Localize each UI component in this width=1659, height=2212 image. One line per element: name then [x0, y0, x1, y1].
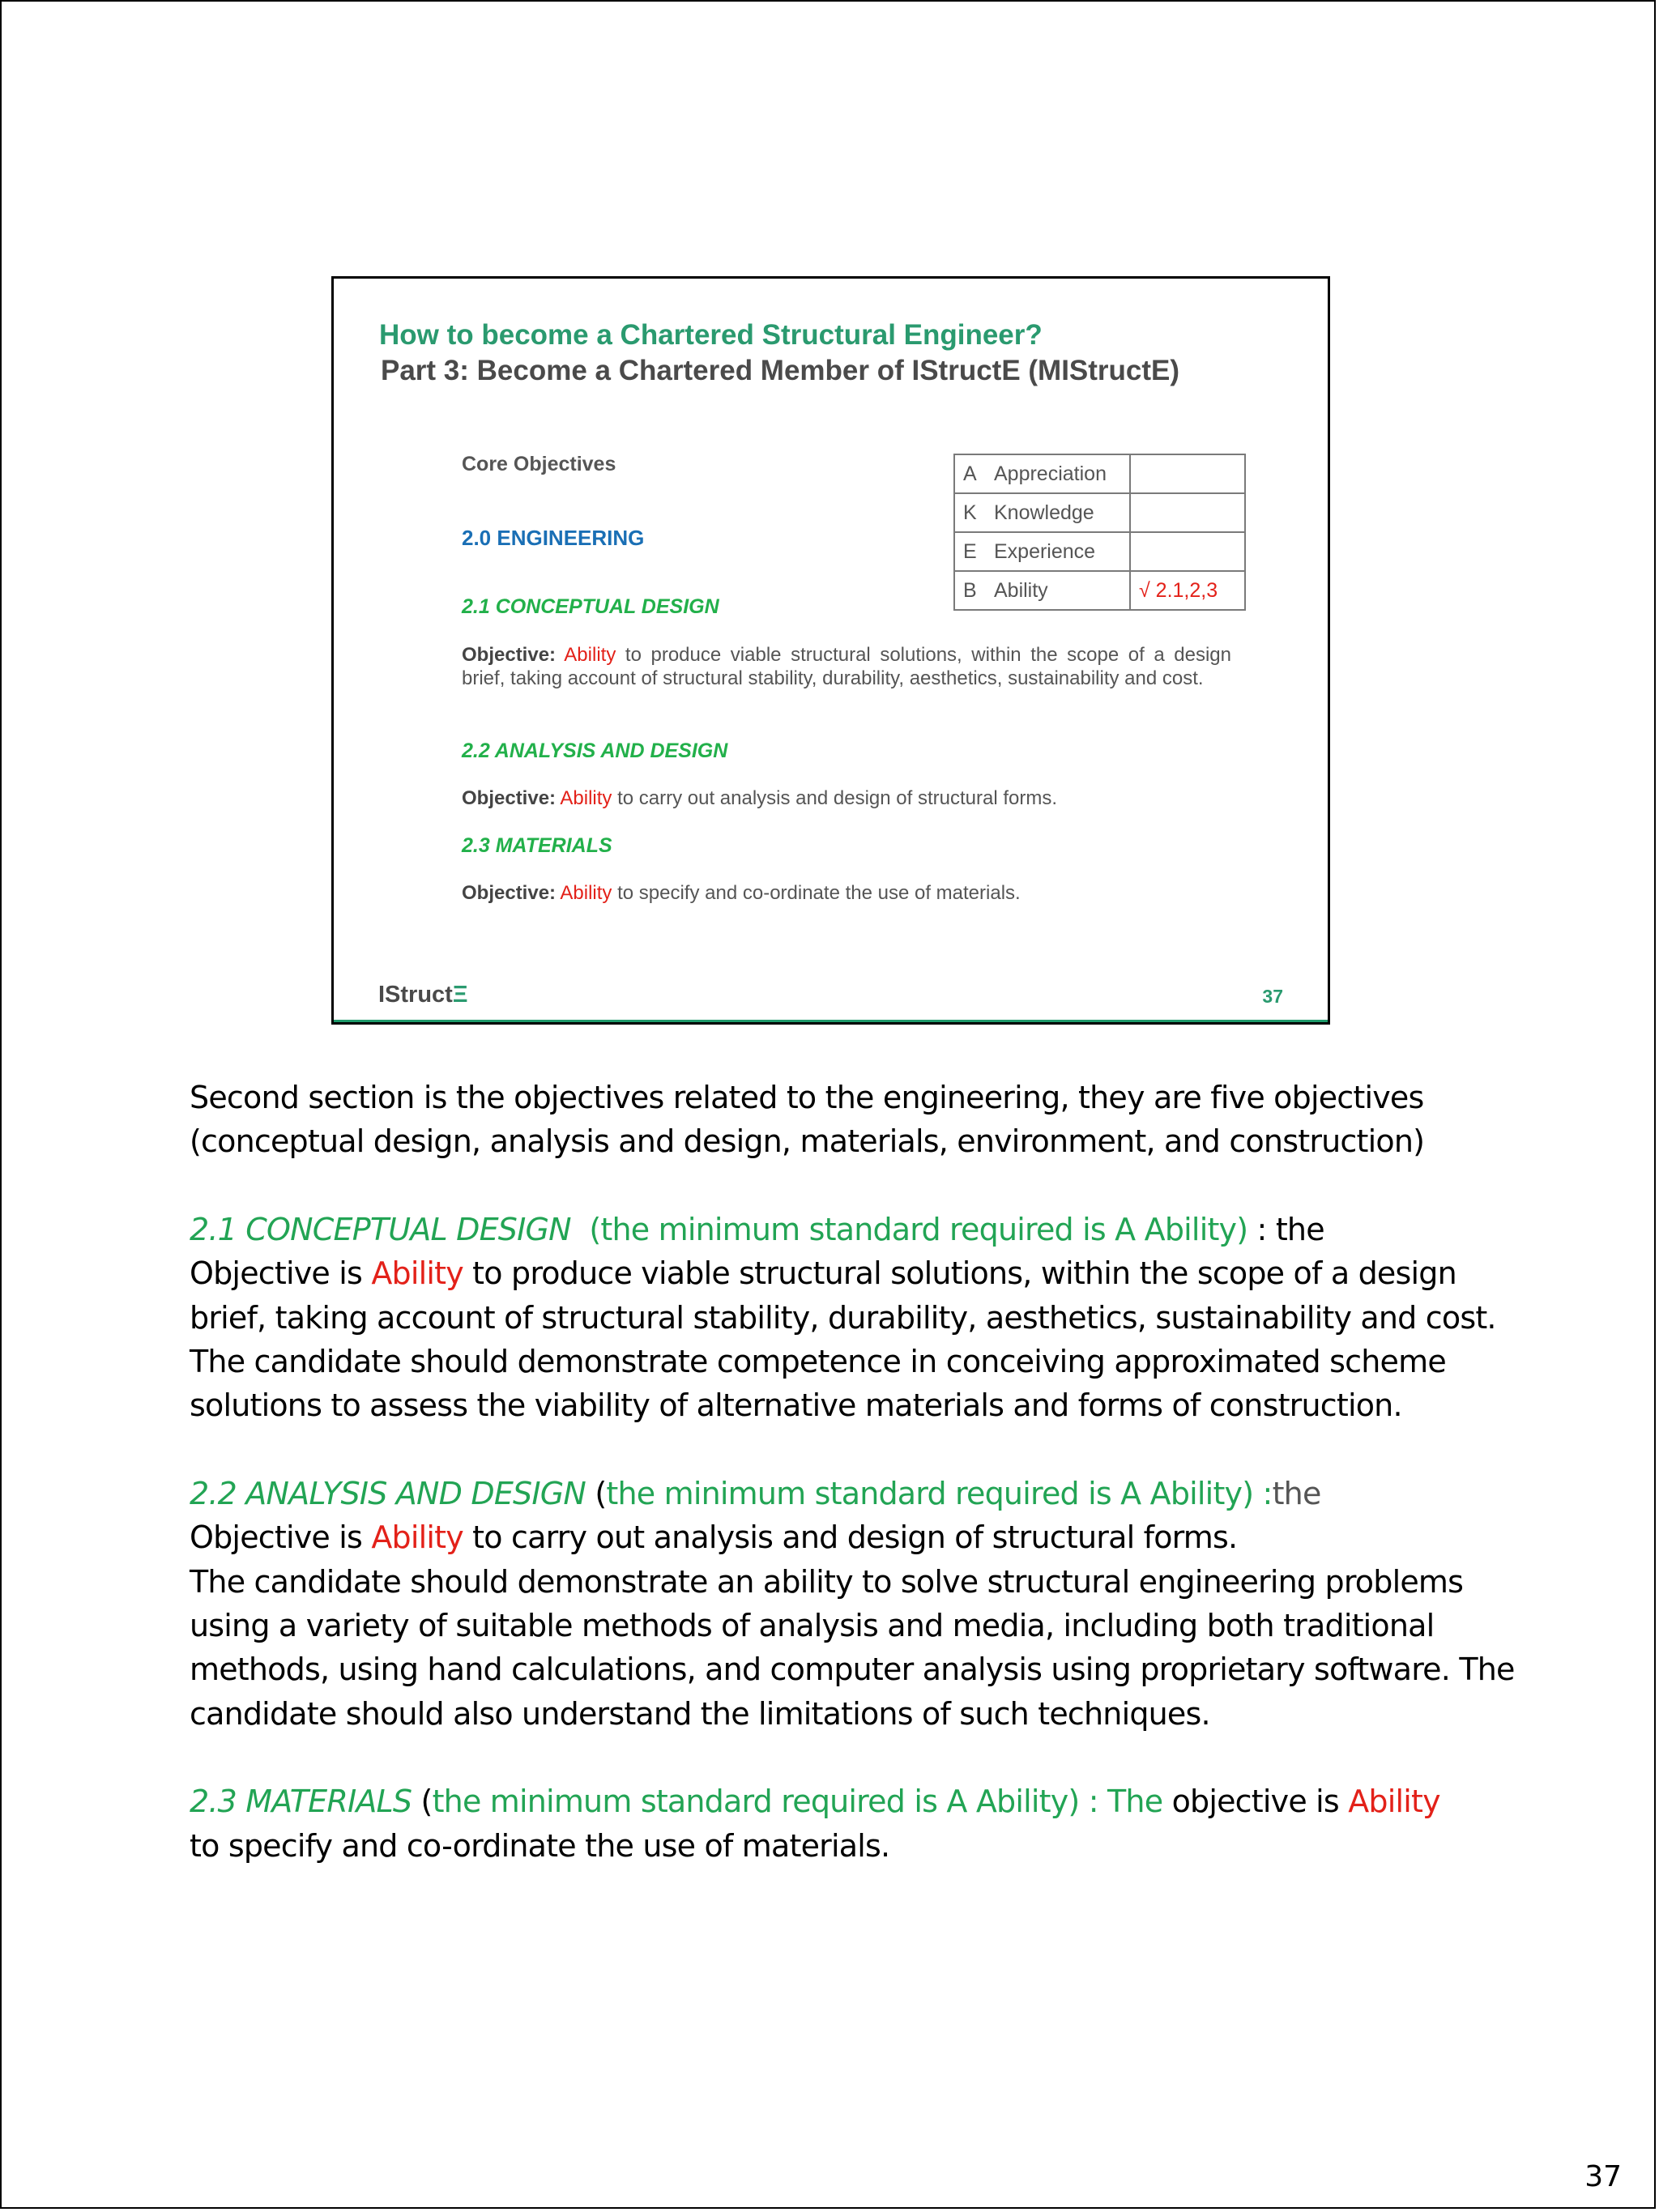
- table-label: Knowledge: [994, 501, 1094, 524]
- slide-heading-2-2: 2.2 ANALYSIS AND DESIGN: [462, 739, 728, 762]
- slide-objective-2-1: Objective: Ability to produce viable structural solutions, within the scope of a design brief, taking account of structural stability, durability, aesthetics, sustainability and cost.: [462, 644, 1231, 689]
- section-2-2-candidate: The candidate should demonstrate an ability to solve structural engineering problems using a variety of suitable methods of analysis and media, including both traditional methods, using hand calculations, and computer analysis using proprietary software. The candidate should also understand the limitations of such techniques.: [190, 1563, 1515, 1732]
- section-heading: 2.3 MATERIALS: [190, 1784, 412, 1820]
- ability-word: Ability: [371, 1255, 463, 1292]
- intro-paragraph: Second section is the objectives related to the engineering, they are five objectives (conceptual design, analysis and design, materials, environment, and construction): [190, 1080, 1425, 1160]
- notes-text: [190, 1076, 1518, 1868]
- minimum-standard: the minimum standard required is A Ability): [606, 1475, 1254, 1511]
- ability-word: Ability: [560, 787, 612, 809]
- table-value: [1130, 493, 1245, 532]
- slide-heading-2-1: 2.1 CONCEPTUAL DESIGN: [462, 595, 719, 618]
- table-label: Appreciation: [994, 462, 1107, 485]
- table-label: Ability: [994, 578, 1048, 602]
- slide-subtitle: Part 3: Become a Chartered Member of IStructE (MIStructE): [381, 355, 1180, 386]
- slide-bottom-rule: [334, 1020, 1328, 1022]
- section-2-3-paragraph: 2.3 MATERIALS (the minimum standard required is A Ability) : The objective is Ability to specify and co-ordinate the use of materials.: [190, 1784, 1440, 1864]
- table-letter: E: [963, 539, 977, 563]
- table-row: [954, 493, 1245, 532]
- slide-objective-2-3: Objective: Ability to specify and co-ordinate the use of materials.: [462, 882, 1021, 904]
- table-value: [1130, 454, 1245, 493]
- table-label: Experience: [994, 539, 1096, 563]
- minimum-standard: the minimum standard required is A Ability) : The: [432, 1784, 1163, 1820]
- page-number: 37: [1584, 2160, 1622, 2193]
- istructe-logo: IStructΞ: [378, 982, 468, 1008]
- section-2-1-paragraph: 2.1 CONCEPTUAL DESIGN (the minimum standard required is A Ability) : the Objective is Ability to produce viable structural solutions, within the scope of a design brief, taking account of structural stability, durability, aesthetics, sustainability and cost.: [190, 1211, 1496, 1336]
- slide-heading-2-3: 2.3 MATERIALS: [462, 834, 612, 857]
- section-heading: 2.1 CONCEPTUAL DESIGN: [190, 1211, 571, 1247]
- ability-word: Ability: [560, 882, 612, 904]
- slide-image: [331, 276, 1330, 1025]
- table-letter: B: [963, 578, 977, 602]
- table-value: √ 2.1,2,3: [1130, 571, 1245, 610]
- ability-word: Ability: [371, 1519, 463, 1556]
- slide-number: 37: [1262, 986, 1283, 1007]
- table-row: [954, 454, 1245, 493]
- minimum-standard: (the minimum standard required is A Ability): [589, 1211, 1248, 1247]
- table-value: [1130, 532, 1245, 571]
- section-2-2-paragraph: 2.2 ANALYSIS AND DESIGN (the minimum standard required is A Ability) :the Objective is Ability to carry out analysis and design of structural forms.: [190, 1475, 1321, 1556]
- ability-word: Ability: [564, 644, 616, 666]
- akeb-table: [953, 454, 1246, 611]
- engineering-heading: 2.0 ENGINEERING: [462, 526, 645, 550]
- section-heading: 2.2 ANALYSIS AND DESIGN: [190, 1475, 586, 1511]
- ability-word: Ability: [1348, 1784, 1440, 1820]
- section-2-1-candidate: The candidate should demonstrate competence in conceiving approximated scheme solutions to assess the viability of alternative materials and forms of construction.: [190, 1344, 1446, 1424]
- table-letter: A: [963, 462, 977, 485]
- core-objectives-label: Core Objectives: [462, 453, 616, 475]
- slide-title: How to become a Chartered Structural Engineer?: [379, 319, 1043, 351]
- table-letter: K: [963, 501, 977, 524]
- slide-objective-2-2: Objective: Ability to carry out analysis and design of structural forms.: [462, 787, 1057, 809]
- table-row: [954, 571, 1245, 610]
- table-row: [954, 532, 1245, 571]
